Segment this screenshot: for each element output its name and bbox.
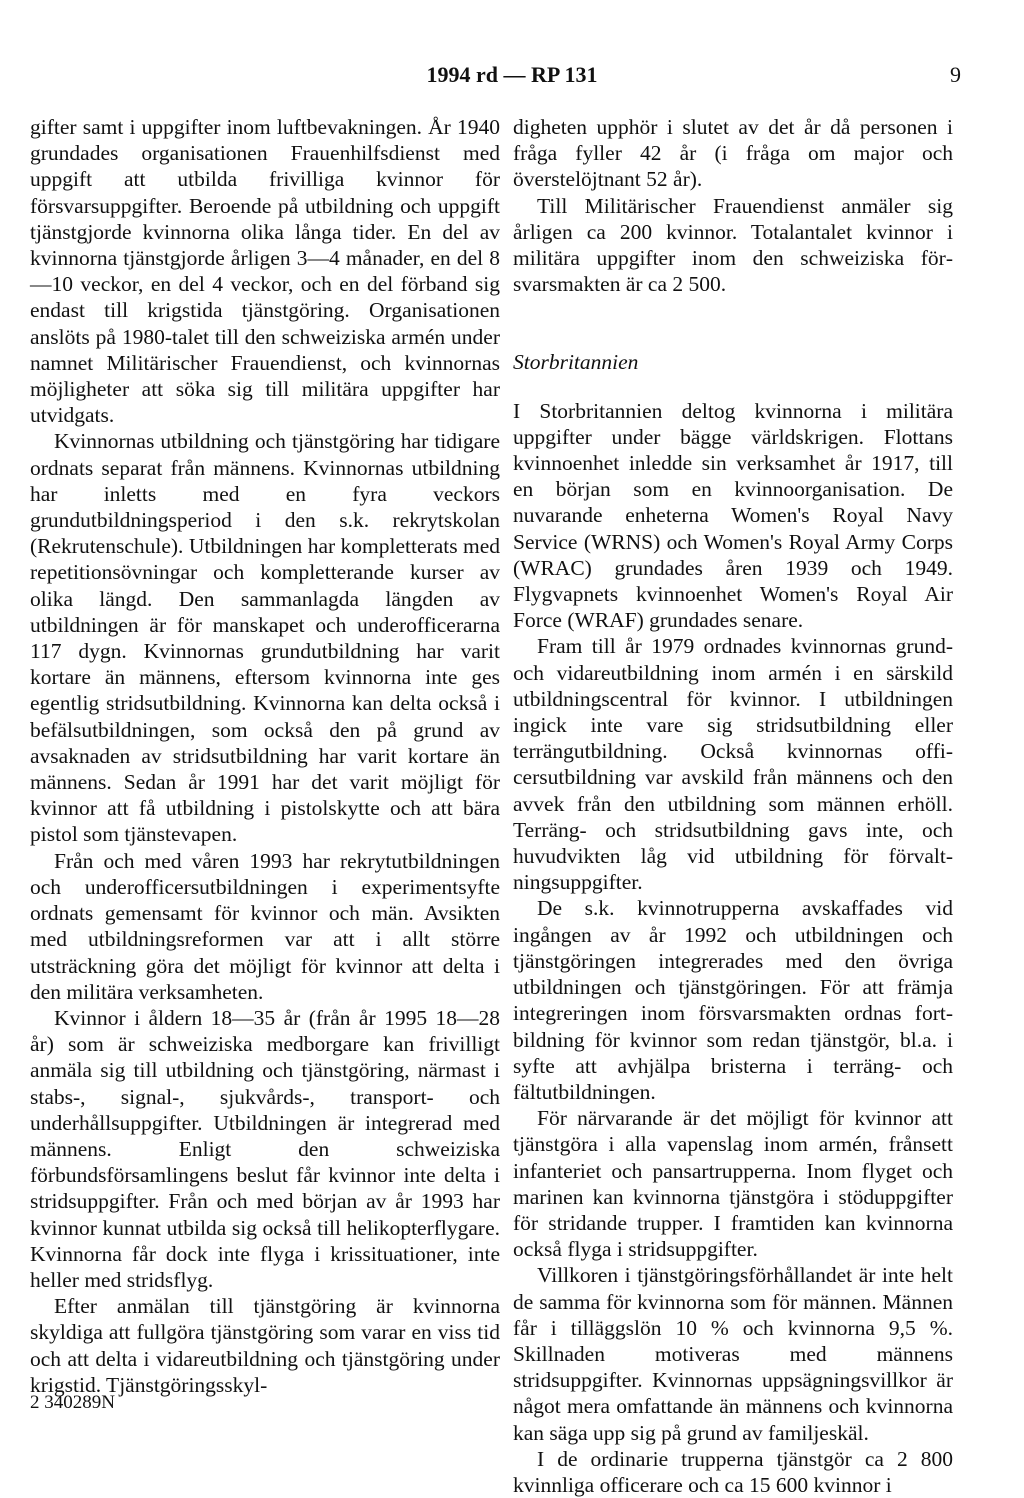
- footer-print-code: 2 340289N: [30, 1392, 115, 1413]
- paragraph: Kvinnor i åldern 18—35 år (från år 1995 18—28 år) som är schweiziska medborgare kan frivilligt anmäla sig till utbildning och tjänstgöring, närmast i stabs-, signal-, sjukvårds-, transport- och underhållsuppgifter. Utbildningen är integrerad med männens. Enligt den schweiziska förbundsförsamlingens beslut får kvinnor inte delta i stridsuppgifter. Från och med början av år 1993 har kvinnor kunnat utbilda sig också till helikopterflygare. Kvinnorna får dock inte flyga i krissituationer, inte heller med stridsflyg.: [30, 1005, 500, 1292]
- paragraph: Kvinnornas utbildning och tjänstgöring har tidigare ordnats separat från männens. Kvinnornas utbildning har inletts med en fyra veckors grundutbildningsperiod i den s.k. rekrytskolan (Rekrutenschule). Utbildningen har kompletterats med repetitionsövningar och kompletterande kurser av olika längd. Den sammanlagda längden av utbildningen är för manskapet och underofficerarna 117 dygn. Kvinnornas grundutbildning har varit kortare än männens, eftersom kvinnorna inte ges egentlig stridsutbildning. Kvinnorna kan delta också i befälsutbildningen, som också den på grund av avsaknaden av stridsutbildning har varit kortare än männens. Sedan år 1991 har det varit möjligt för kvinnor att få utbildning i pistolskytte och att bära pistol som tjänstevapen.: [30, 429, 500, 847]
- paragraph: Villkoren i tjänstgöringsförhållandet är inte helt de samma för kvinnorna som för männen. Männen får i tilläggslön 10 % och kvinnorna 9,5 %. Skillnaden motiveras med männens stridsuppgifter. Kvinnornas uppsägningsvillkor är något mera omfattande än männens och kvinnorna kan säga upp sig på grund av familjeskäl.: [513, 1263, 953, 1445]
- paragraph: I de ordinarie trupperna tjänstgör ca 2 800 kvinnliga officerare och ca 15 600 kvinnor i: [513, 1446, 953, 1497]
- paragraph: Fram till år 1979 ordnades kvinnornas grund- och vidareutbildning inom armén i en särskild utbildningscentral för kvinnor. I utbildningen ingick inte vare sig stridsutbildning eller terrängutbildning. Också kvinnornas officersutbildning var avskild från männens och den avvek från den utbildning som männen erhöll. Terräng- och stridsutbildning gavs inte, och huvudvikten låg vid utbildning för förvaltningsuppgifter.: [513, 634, 953, 895]
- paragraph: Till Militärischer Frauendienst anmäler sig årligen ca 200 kvinnor. Totalantalet kvinnor i militära uppgifter inom den schweiziska försvarsmakten är ca 2 500.: [513, 193, 953, 297]
- section-heading: Storbritannien: [513, 350, 639, 375]
- left-column: [30, 114, 500, 1398]
- paragraph: Efter anmälan till tjänstgöring är kvinnorna skyldiga att fullgöra tjänstgöring som varar en viss tid och att delta i vidareutbildning och tjänstgöring under krigstid. Tjänstgöringsskyl-: [30, 1294, 500, 1397]
- paragraph: I Storbritannien deltog kvinnorna i militära uppgifter under bägge världskrigen. Flottans kvinnoenhet inledde sin verksamhet år 1917, till en början som en kvinnoorganisation. De nuvarande enheterna Women's Royal Navy Service (WRNS) och Women's Royal Army Corps (WRAC) grundades åren 1939 och 1949. Flygvapnets kvinnoenhet Women's Royal Air Force (WRAF) grundades senare.: [513, 398, 953, 633]
- paragraph: De s.k. kvinnotrupperna avskaffades vid ingången av år 1992 och utbildningen och tjänstgöringen integrerades med den övriga utbildningen och tjänstgöringen. För att främja integreringen inom försvarsmakten ordnas fortbildning för kvinnor som redan tjänstgör, bl.a. i syfte att avhjälpa bristerna i terräng- och fältutbildningen.: [513, 896, 953, 1104]
- right-column: [513, 114, 953, 1498]
- paragraph: Från och med våren 1993 har rekrytutbildningen och underofficersutbildningen i experimentsyfte ordnats gemensamt för kvinnor och män. Avsikten med utbildningsreformen var att i allt större utsträckning göra det möjligt för kvinnor att delta i den militära verksamheten.: [30, 848, 500, 1004]
- page-number: 9: [950, 62, 961, 87]
- paragraph: För närvarande är det möjligt för kvinnor att tjänstgöra i alla vapenslag inom armén, frånsett infanteriet och pansartrupperna. Inom flyget och marinen kan kvinnorna tjänstgöra i stöduppgifter för stridande trupper. I framtiden kan kvinnorna också flyga i stridsuppgifter.: [513, 1106, 953, 1262]
- page-header-title: 1994 rd — RP 131: [426, 62, 598, 87]
- paragraph: digheten upphör i slutet av det år då personen i fråga fyller 42 år (i fråga om major och överstelöjtnant 52 år).: [513, 115, 953, 192]
- paragraph: gifter samt i uppgifter inom luftbevakningen. År 1940 grundades organisationen Frauenhilfsdienst med uppgift att utbilda frivilliga kvinnor för försvarsuppgifter. Beroende på utbildning och uppgift tjänstgjorde kvinnorna olika långa tider. En del av kvinnorna tjänstgjorde årligen 3—4 månader, en del 8—10 veckor, en del 4 veckor, och en del förband sig endast till krigstida tjänstgöring. Organisationen anslöts på 1980-talet till den schweiziska armén under namnet Militärischer Frauendienst, och kvinnornas möjligheter att söka sig till militära uppgifter har utvidgats.: [30, 115, 500, 428]
